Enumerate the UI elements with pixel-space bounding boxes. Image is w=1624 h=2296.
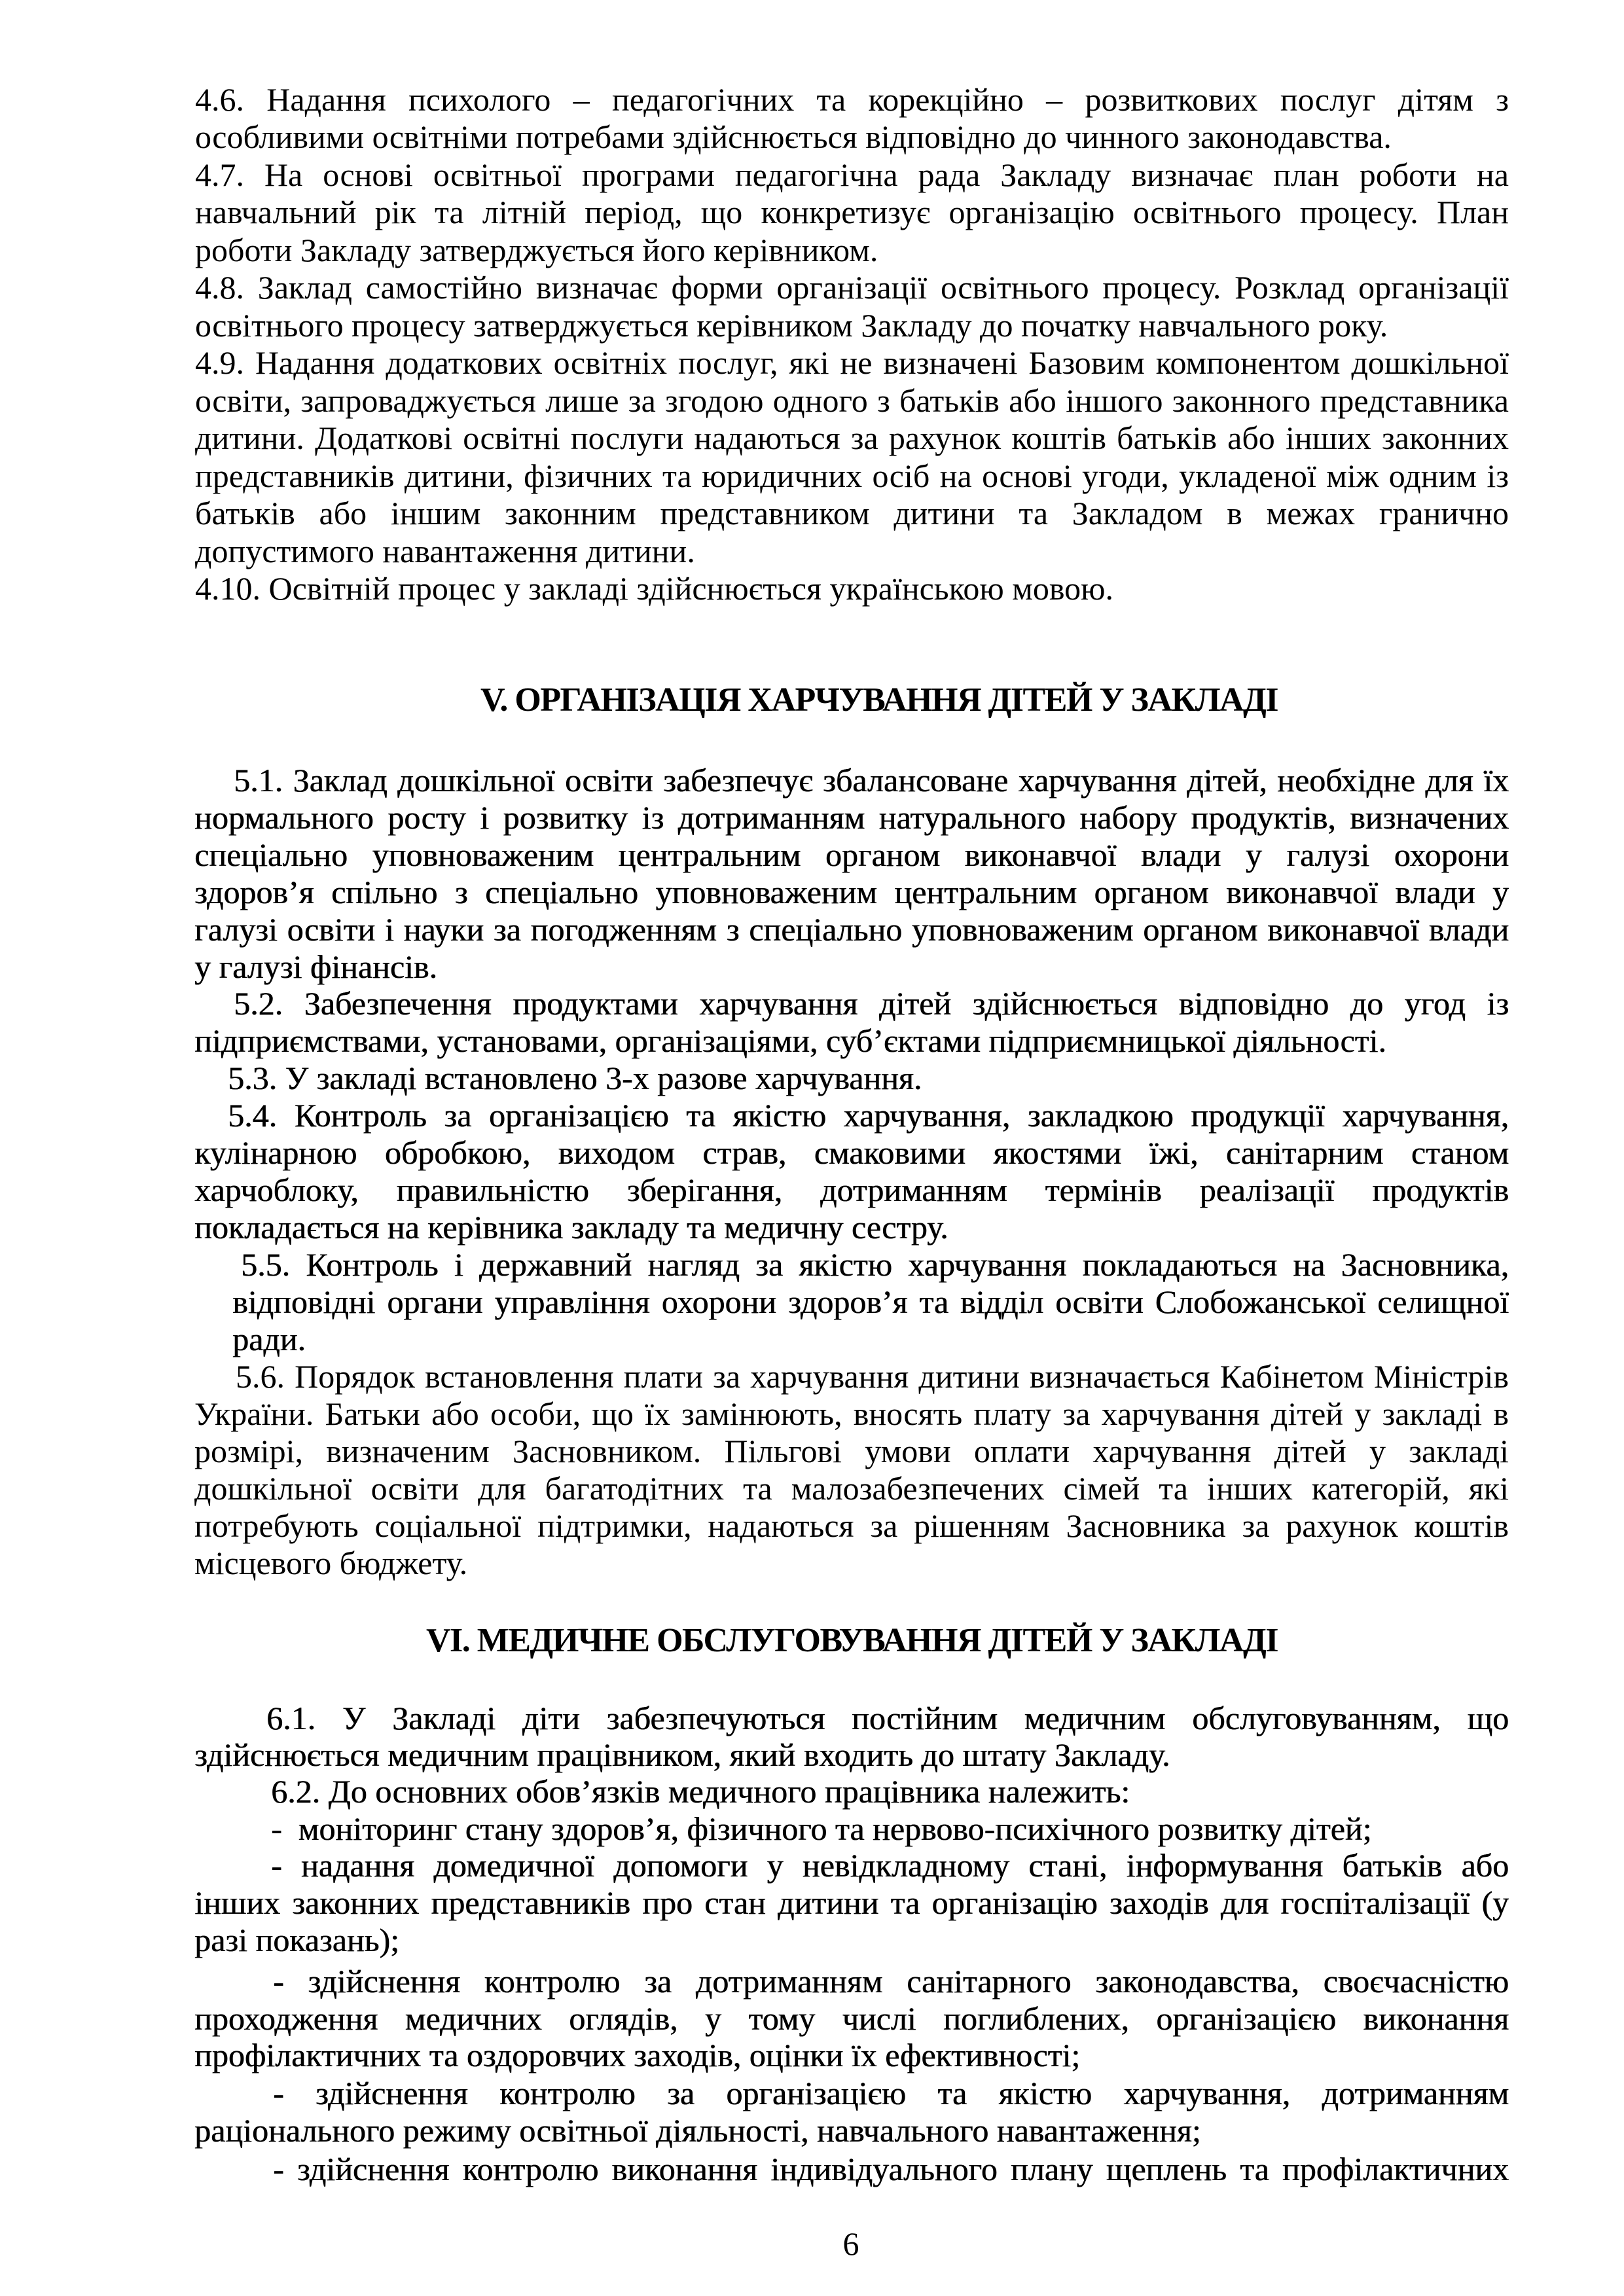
text-line: - надання домедичної допомоги у невідкладному стані, інформування батьків або: [271, 1847, 1509, 1884]
text-line: галузі освіти і науки за погодженням з спеціально уповноваженим органом виконавчої влади: [194, 911, 1509, 948]
text-line: освіти, запроваджується лише за згодою одного з батьків або іншого законного представника: [195, 382, 1509, 419]
text-line: покладається на керівника закладу та медичну сестру.: [194, 1209, 948, 1246]
text-line: у галузі фінансів.: [194, 948, 437, 985]
text-line: особливими освітніми потребами здійснюється відповідно до чинного законодавства.: [195, 118, 1392, 155]
text-line: дитини. Додаткові освітні послуги надаються за рахунок коштів батьків або інших законних: [195, 420, 1509, 456]
section-heading-vi: VI. МЕДИЧНЕ ОБСЛУГОВУВАННЯ ДІТЕЙ У ЗАКЛАДІ: [426, 1622, 1278, 1659]
text-line: здоров’я спільно з спеціально уповноваженим центральним органом виконавчої влади у: [194, 874, 1509, 910]
text-line: дошкільної освіти для багатодітних та малозабезпечених сімей та інших категорій, які: [194, 1470, 1509, 1507]
text-line: підприємствами, установами, організаціями, суб’єктами підприємницької діяльності.: [194, 1022, 1386, 1059]
text-line: 4.9. Надання додаткових освітніх послуг, які не визначені Базовим компонентом дошкільної: [195, 344, 1509, 381]
text-line: роботи Закладу затверджується його керівником.: [195, 232, 878, 268]
text-line: - здійснення контролю виконання індивідуального плану щеплень та профілактичних: [273, 2151, 1509, 2187]
text-line: 4.10. Освітній процес у закладі здійснюється українською мовою.: [195, 570, 1113, 607]
text-line: 5.3. У закладі встановлено 3-х разове харчування.: [228, 1060, 922, 1096]
text-line: нормального росту і розвитку із дотриманням натурального набору продуктів, визначених: [194, 799, 1509, 836]
text-line: інших законних представників про стан дитини та організацію заходів для госпіталізації (у: [194, 1884, 1509, 1921]
text-line: раціонального режиму освітньої діяльності, навчального навантаження;: [194, 2112, 1201, 2149]
text-line: проходження медичних оглядів, у тому числі поглиблених, організацією виконання: [194, 2000, 1509, 2037]
text-line: разі показань);: [194, 1922, 399, 1958]
text-line: ради.: [232, 1321, 306, 1357]
text-line: розмірі, визначеним Засновником. Пільгові умови оплати харчування дітей у закладі: [194, 1433, 1509, 1469]
text-line: відповідні органи управління охорони здоров’я та відділ освіти Слобожанської селищної: [232, 1283, 1509, 1320]
page-number: 6: [842, 2225, 859, 2262]
text-line: харчоблоку, правильністю зберігання, дотриманням термінів реалізації продуктів: [194, 1172, 1509, 1208]
text-line: - моніторинг стану здоров’я, фізичного та нервово-психічного розвитку дітей;: [271, 1810, 1372, 1847]
text-line: допустимого навантаження дитини.: [195, 533, 695, 569]
text-line: 5.4. Контроль за організацією та якістю харчування, закладкою продукції харчування,: [228, 1097, 1509, 1134]
text-line: 4.6. Надання психолого – педагогічних та корекційно – розвиткових послуг дітям з: [195, 81, 1509, 118]
text-line: 5.6. Порядок встановлення плати за харчування дитини визначається Кабінетом Міністрів: [236, 1358, 1509, 1395]
text-line: 6.1. У Закладі діти забезпечуються постійним медичним обслуговуванням, що: [266, 1700, 1509, 1736]
text-line: представників дитини, фізичних та юридичних осіб на основі угоди, укладеної між одним із: [195, 457, 1509, 494]
text-line: батьків або іншим законним представником дитини та Закладом в межах гранично: [195, 495, 1509, 531]
text-line: України. Батьки або особи, що їх замінюють, вносять плату за харчування дітей у закладі в: [194, 1395, 1509, 1432]
text-line: освітнього процесу затверджується керівником Закладу до початку навчального року.: [195, 307, 1388, 344]
text-line: здійснюється медичним працівником, який входить до штату Закладу.: [194, 1736, 1170, 1773]
text-line: потребують соціальної підтримки, надаються за рішенням Засновника за рахунок коштів: [194, 1507, 1509, 1544]
text-line: 5.5. Контроль і державний нагляд за якістю харчування покладаються на Засновника,: [241, 1246, 1509, 1283]
text-line: - здійснення контролю за дотриманням санітарного законодавства, своєчасністю: [273, 1963, 1509, 2000]
text-line: 6.2. До основних обов’язків медичного працівника належить:: [271, 1773, 1130, 1810]
text-line: місцевого бюджету.: [194, 1545, 468, 1581]
text-line: 4.8. Заклад самостійно визначає форми організації освітнього процесу. Розклад організації: [195, 269, 1509, 306]
text-line: навчальний рік та літній період, що конкретизує організацію освітнього процесу. План: [195, 194, 1509, 230]
text-line: кулінарною обробкою, виходом страв, смаковими якостями їжі, санітарним станом: [194, 1134, 1509, 1171]
text-line: спеціально уповноваженим центральним органом виконавчої влади у галузі охорони: [194, 836, 1509, 873]
text-line: 5.1. Заклад дошкільної освіти забезпечує збалансоване харчування дітей, необхідне для їх: [234, 762, 1509, 798]
text-line: 4.7. На основі освітньої програми педагогічна рада Закладу визначає план роботи на: [195, 156, 1509, 193]
text-line: - здійснення контролю за організацією та якістю харчування, дотриманням: [273, 2075, 1509, 2111]
section-heading-v: V. ОРГАНІЗАЦІЯ ХАРЧУВАННЯ ДІТЕЙ У ЗАКЛАДІ: [480, 681, 1278, 719]
text-line: 5.2. Забезпечення продуктами харчування дітей здійснюється відповідно до угод із: [234, 985, 1509, 1022]
text-line: профілактичних та оздоровчих заходів, оцінки їх ефективності;: [194, 2037, 1081, 2073]
